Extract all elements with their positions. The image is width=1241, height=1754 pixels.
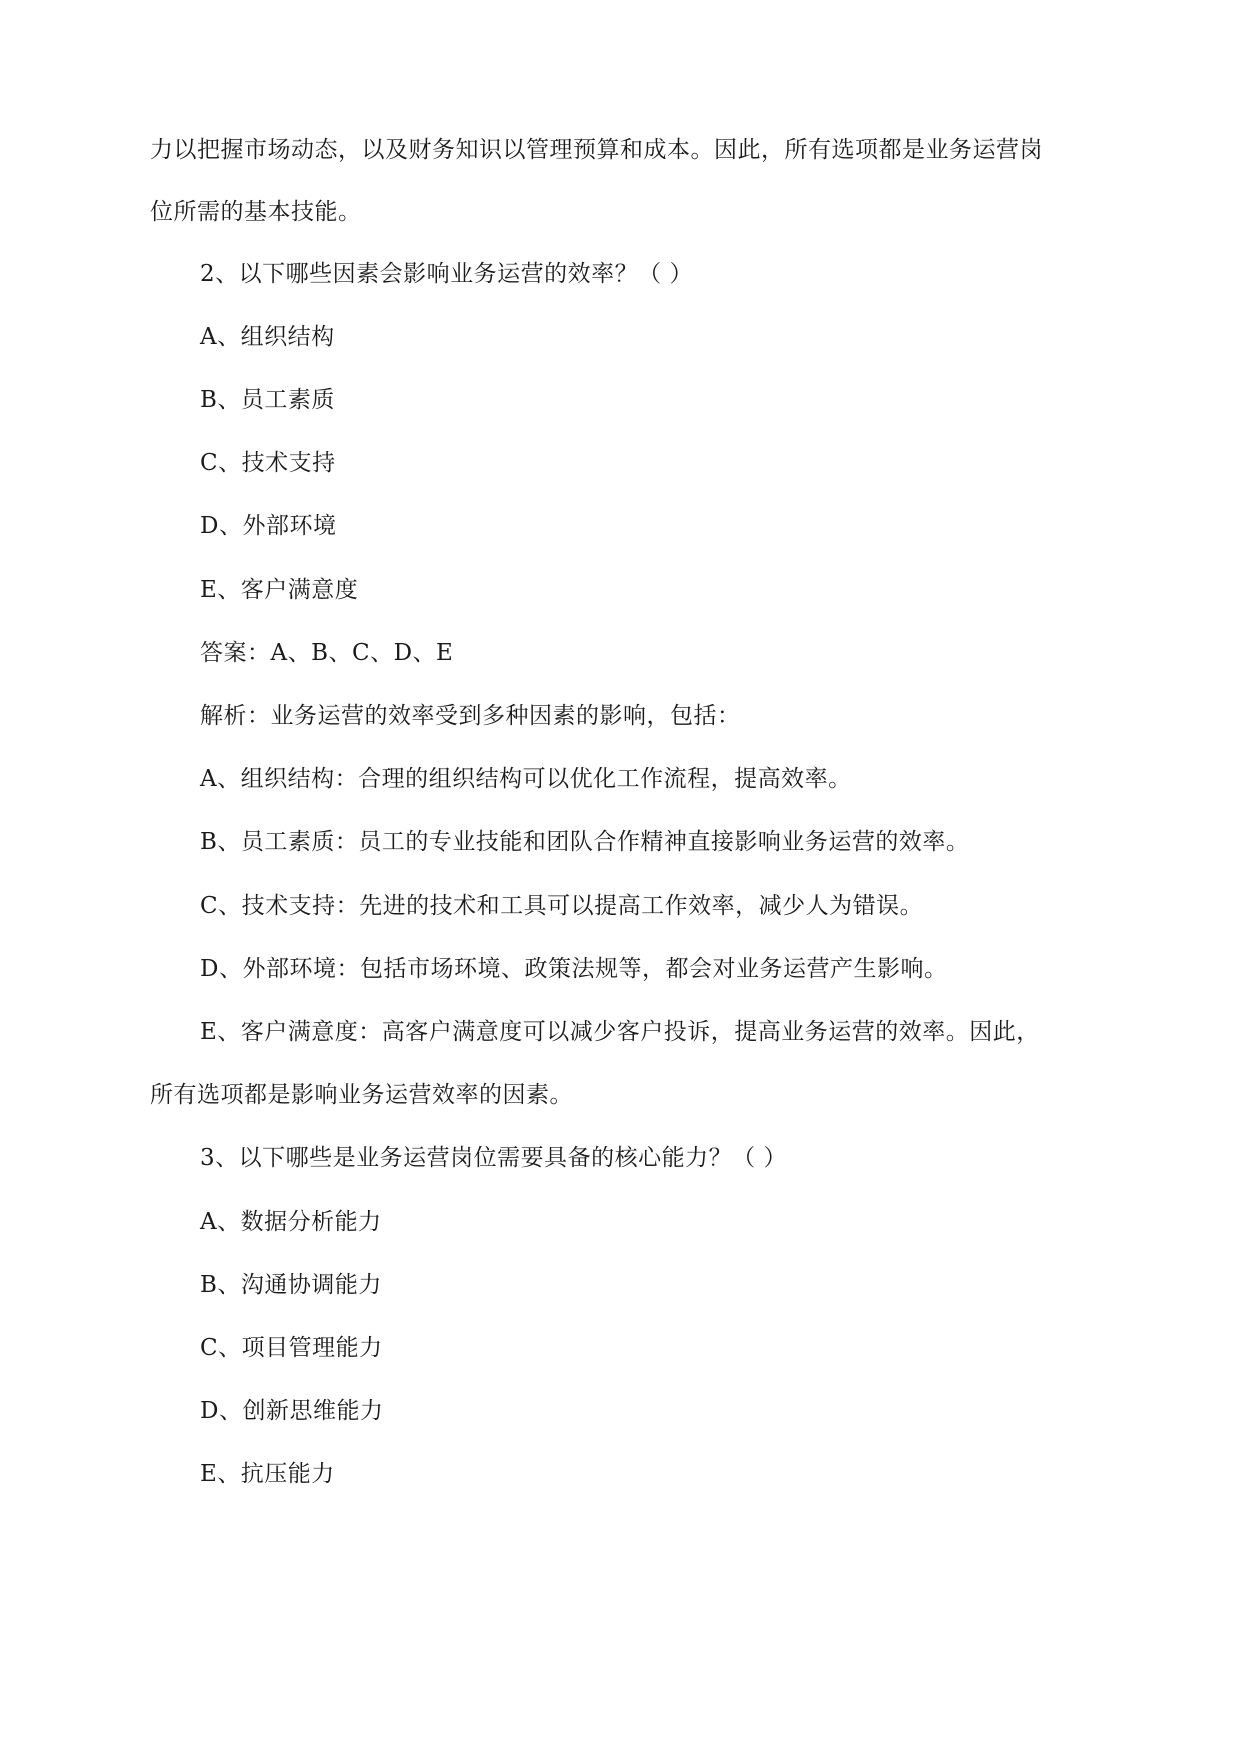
q3-option-e: E、抗压能力 [200, 1461, 335, 1487]
q2-analysis-intro: 解析：业务运营的效率受到多种因素的影响，包括： [200, 703, 741, 729]
q3-question: 3、以下哪些是业务运营岗位需要具备的核心能力？（ ） [200, 1145, 787, 1171]
q3-option-c: C、项目管理能力 [200, 1335, 383, 1361]
q2-analysis-item-c: C、技术支持：先进的技术和工具可以提高工作效率，减少人为错误。 [200, 893, 924, 919]
q3-option-a: A、数据分析能力 [200, 1209, 382, 1235]
q1-analysis-line-2: 位所需的基本技能。 [150, 199, 362, 225]
q2-answer: 答案：A、B、C、D、E [200, 640, 454, 666]
q2-option-c: C、技术支持 [200, 450, 336, 476]
q2-analysis-item-a: A、组织结构：合理的组织结构可以优化工作流程，提高效率。 [200, 766, 852, 792]
q2-analysis-conclusion: 所有选项都是影响业务运营效率的因素。 [150, 1082, 573, 1108]
q2-option-e: E、客户满意度 [200, 577, 359, 603]
q2-option-a: A、组织结构 [200, 324, 335, 350]
q1-analysis-line-1: 力以把握市场动态，以及财务知识以管理预算和成本。因此，所有选项都是业务运营岗 [150, 137, 1043, 163]
q2-option-d: D、外部环境 [200, 513, 337, 539]
q3-option-b: B、沟通协调能力 [200, 1272, 382, 1298]
q2-question: 2、以下哪些因素会影响业务运营的效率？（ ） [200, 261, 693, 287]
q2-analysis-item-b: B、员工素质：员工的专业技能和团队合作精神直接影响业务运营的效率。 [200, 829, 970, 855]
q3-option-d: D、创新思维能力 [200, 1398, 384, 1424]
q2-analysis-item-d: D、外部环境：包括市场环境、政策法规等，都会对业务运营产生影响。 [200, 956, 948, 982]
q2-option-b: B、员工素质 [200, 387, 335, 413]
q2-analysis-item-e: E、客户满意度：高客户满意度可以减少客户投诉，提高业务运营的效率。因此， [200, 1019, 1040, 1045]
